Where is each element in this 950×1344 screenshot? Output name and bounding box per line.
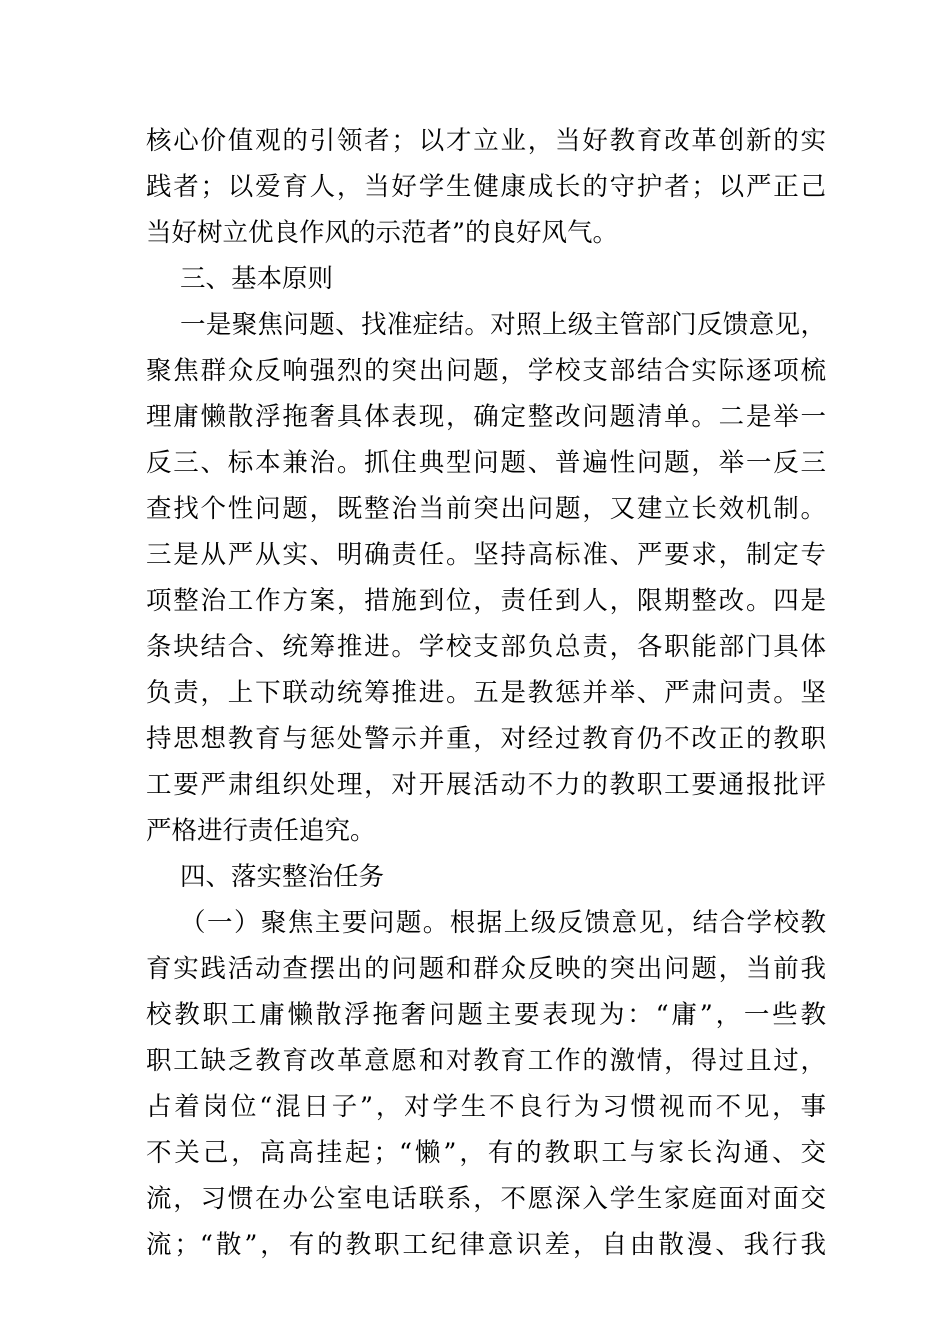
text-line: 流，习惯在办公室电话联系，不愿深入学生家庭面对面交 <box>146 1184 826 1214</box>
text-line: （一）聚焦主要问题。根据上级反馈意见，结合学校教 <box>180 908 826 938</box>
text-line: 一是聚焦问题、找准症结。对照上级主管部门反馈意见， <box>180 310 826 340</box>
text-line: 严格进行责任追究。 <box>146 816 376 846</box>
text-line: 占着岗位“混日子”，对学生不良行为习惯视而不见，事 <box>146 1092 826 1122</box>
section-heading: 三、基本原则 <box>180 264 334 294</box>
text-line: 三是从严从实、明确责任。坚持高标准、严要求，制定专 <box>146 540 826 570</box>
body-text <box>146 118 826 1268</box>
text-line: 反三、标本兼治。抓住典型问题、普遍性问题，举一反三 <box>146 448 826 478</box>
text-line: 流；“散”，有的教职工纪律意识差，自由散漫、我行我 <box>146 1230 826 1260</box>
text-line: 条块结合、统筹推进。学校支部负总责，各职能部门具体 <box>146 632 826 662</box>
text-line: 核心价值观的引领者；以才立业，当好教育改革创新的实 <box>146 126 826 156</box>
text-line: 当好树立优良作风的示范者”的良好风气。 <box>146 218 619 248</box>
text-line: 工要严肃组织处理，对开展活动不力的教职工要通报批评 <box>146 770 826 800</box>
text-line: 不关己，高高挂起；“懒”，有的教职工与家长沟通、交 <box>146 1138 826 1168</box>
text-line: 持思想教育与惩处警示并重，对经过教育仍不改正的教职 <box>146 724 826 754</box>
section-heading: 四、落实整治任务 <box>180 862 385 892</box>
text-line: 校教职工庸懒散浮拖奢问题主要表现为：“庸”，一些教 <box>146 1000 826 1030</box>
text-line: 理庸懒散浮拖奢具体表现，确定整改问题清单。二是举一 <box>146 402 826 432</box>
text-line: 查找个性问题，既整治当前突出问题，又建立长效机制。 <box>146 494 826 524</box>
text-line: 践者；以爱育人，当好学生健康成长的守护者；以严正己 <box>146 172 826 202</box>
text-line: 职工缺乏教育改革意愿和对教育工作的激情，得过且过， <box>146 1046 826 1076</box>
text-line: 负责，上下联动统筹推进。五是教惩并举、严肃问责。坚 <box>146 678 826 708</box>
text-line: 项整治工作方案，措施到位，责任到人，限期整改。四是 <box>146 586 826 616</box>
text-line: 育实践活动查摆出的问题和群众反映的突出问题，当前我 <box>146 954 826 984</box>
text-line: 聚焦群众反响强烈的突出问题，学校支部结合实际逐项梳 <box>146 356 826 386</box>
